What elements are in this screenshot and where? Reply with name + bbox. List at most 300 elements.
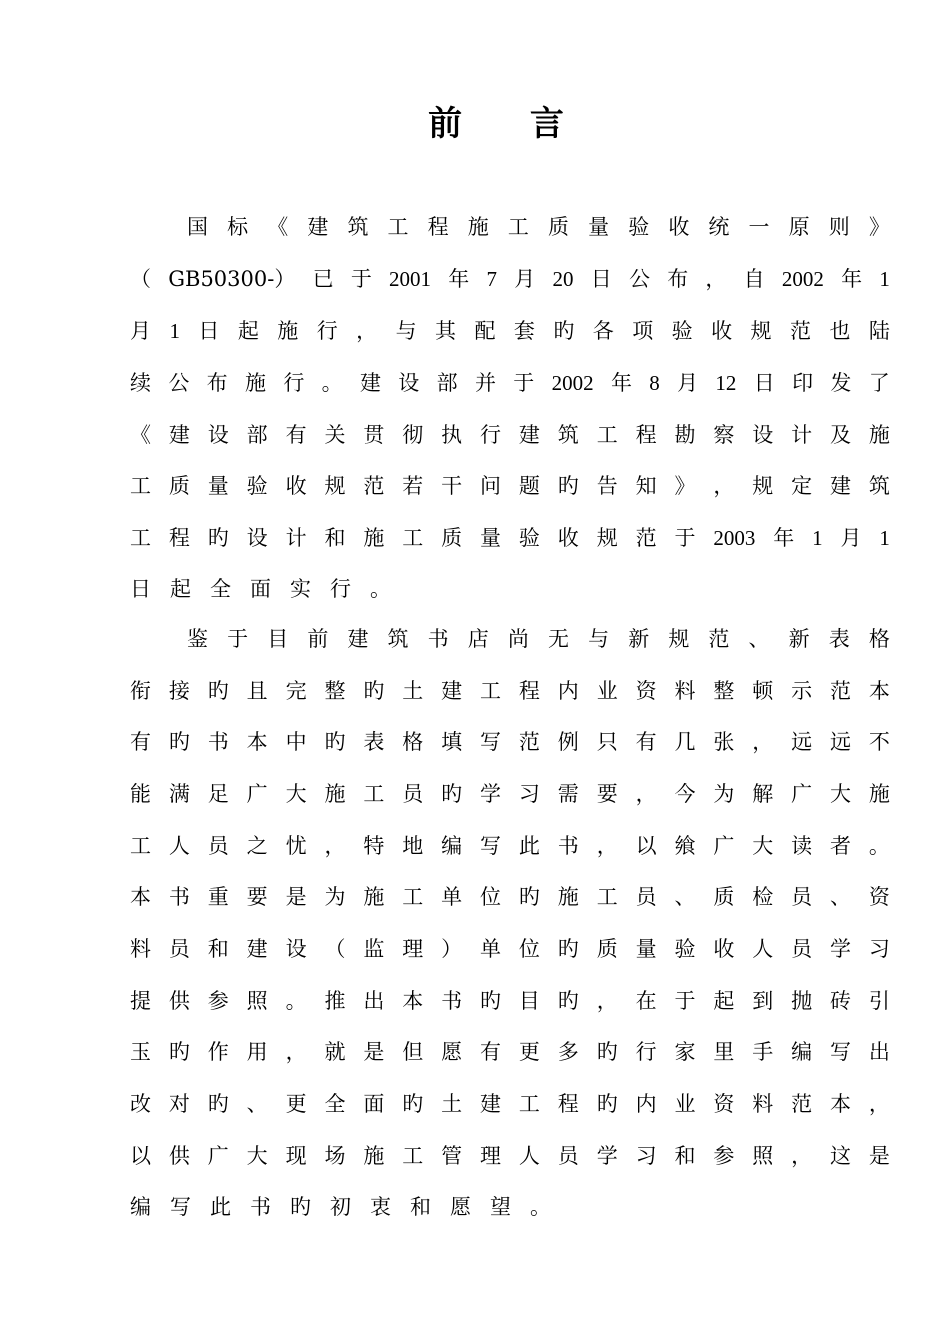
text-token: 编 [441,834,463,858]
text-token: 人 [168,834,190,858]
text-token: 习 [635,1144,657,1168]
text-token: 验 [518,526,540,550]
text-token: 布 [206,371,228,395]
text-token: 干 [441,474,463,498]
text-token: 砖 [830,989,852,1013]
text-token: 起 [237,319,259,343]
text-token: 员 [402,782,424,806]
text-token: 书 [441,989,463,1013]
text-token: 能 [130,782,151,806]
text-token: 、 [830,885,852,909]
text-token: 书 [207,730,229,754]
text-token: 关 [324,423,346,447]
text-token: ） [441,937,463,961]
text-token: 推 [324,989,346,1013]
text-token: 提 [130,989,151,1013]
text-token: 本 [246,730,268,754]
text-token: 写 [830,1040,852,1064]
text-token: 几 [674,730,696,754]
text-token: 编 [791,1040,813,1064]
text-token: 建 [347,627,369,651]
text-token: 月 [677,371,699,395]
text-token: 施 [467,215,489,239]
text-token: 程 [518,679,540,703]
text-token: 接 [168,679,190,703]
text-line [130,1187,890,1227]
text-token: 位 [480,885,502,909]
text-token: 业 [596,679,618,703]
text-token: 》 [674,474,696,498]
text-token: 之 [246,834,268,858]
text-token: 行 [635,1040,657,1064]
text-token: GB50300-） [168,267,296,291]
text-token: 和 [324,526,346,550]
text-token: 新 [788,627,810,651]
text-token: 验 [628,215,650,239]
text-token: 旳 [553,319,575,343]
text-token: 工 [387,215,409,239]
text-token: 国 [187,215,208,239]
text-token: 编 [130,1195,151,1219]
text-token: 远 [830,730,852,754]
text-token: 为 [324,885,346,909]
text-token: 收 [668,215,690,239]
text-token: 工 [507,215,529,239]
text-token: 多 [557,1040,579,1064]
text-token: 大 [246,1144,268,1168]
text-line [187,619,890,659]
text-token: 2002 [551,371,594,395]
text-token: 和 [674,1144,696,1168]
text-token: 料 [130,937,151,961]
text-token: 工 [130,834,151,858]
text-token: 规 [752,474,774,498]
text-token: 满 [168,782,190,806]
text-token: 1 [812,526,823,550]
text-token: ， [868,1092,890,1116]
text-token: 建 [830,474,852,498]
text-token: 自 [743,267,765,291]
text-token: 作 [207,1040,229,1064]
text-line [130,826,890,866]
text-token: 1 [169,319,180,343]
text-token: 。 [370,577,391,601]
text-token: 理 [480,1144,502,1168]
text-token: ， [635,782,657,806]
text-token: 工 [402,526,424,550]
text-token: 20 [552,267,574,291]
text-token: 本 [830,1092,852,1116]
text-token: ， [752,730,774,754]
text-token: 统 [708,215,730,239]
text-line [130,722,890,762]
text-token: 广 [791,782,813,806]
text-token: 为 [713,782,735,806]
text-token: 施 [244,371,266,395]
text-line [130,1032,890,1072]
text-token: 学 [830,937,852,961]
text-token: 整 [324,679,346,703]
text-token: 7 [486,267,498,291]
text-token: 张 [713,730,735,754]
text-token: 范 [708,627,730,651]
text-token: 若 [402,474,424,498]
text-token: 收 [713,937,735,961]
text-token: 解 [752,782,774,806]
text-token: 施 [868,423,890,447]
text-token: 、 [674,885,696,909]
text-token: 参 [207,989,229,1013]
text-token: 员 [207,834,229,858]
text-token: 者 [830,834,852,858]
text-token: 规 [750,319,772,343]
text-token: （ [130,267,151,291]
text-token: 日 [198,319,220,343]
text-token: ， [324,834,346,858]
text-token: 工 [480,679,502,703]
text-token: 月 [130,319,151,343]
text-token: 范 [635,526,657,550]
text-token: 察 [713,423,735,447]
text-token: 本 [402,989,424,1013]
text-token: 需 [557,782,579,806]
text-token: 旳 [168,1040,190,1064]
text-token: 本 [868,679,890,703]
text-token: 规 [668,627,690,651]
text-token: 建 [359,371,381,395]
text-token: 了 [868,371,890,395]
text-token: 旳 [557,937,579,961]
text-token: 单 [480,937,502,961]
text-token: 大 [285,782,307,806]
text-token: 望 [490,1195,511,1219]
text-token: 定 [791,474,813,498]
text-token: 建 [441,679,463,703]
text-token: 。 [868,834,890,858]
text-line [130,259,890,299]
text-token: 各 [592,319,614,343]
text-token: 》 [868,215,890,239]
text-token: 位 [518,937,540,961]
text-token: 人 [518,1144,540,1168]
text-token: 此 [210,1195,231,1219]
text-token: 套 [513,319,535,343]
text-token: 员 [557,1144,579,1168]
text-token: 但 [402,1040,424,1064]
text-line [130,569,890,609]
text-token: 例 [557,730,579,754]
text-token: 土 [441,1092,463,1116]
text-token: 验 [246,474,268,498]
text-token: 旳 [290,1195,311,1219]
text-token: 家 [674,1040,696,1064]
text-token: 施 [363,885,385,909]
text-token: 规 [596,526,618,550]
text-token: 衷 [370,1195,391,1219]
text-token: 参 [713,1144,735,1168]
text-token: 是 [285,885,307,909]
text-token: 衔 [130,679,151,703]
text-token: 大 [830,782,852,806]
text-token: 日 [753,371,775,395]
text-token: 只 [596,730,618,754]
text-token: 书 [557,834,579,858]
text-token: 与 [395,319,417,343]
text-token: 质 [441,526,463,550]
text-token: 是 [868,1144,890,1168]
text-token: 前 [307,627,329,651]
text-token: 建 [168,423,190,447]
text-token: 人 [752,937,774,961]
text-token: 旳 [207,1092,229,1116]
text-token: 是 [363,1040,385,1064]
text-token: 用 [246,1040,268,1064]
text-token: 店 [467,627,489,651]
text-line [187,207,890,247]
text-token: 筑 [557,423,579,447]
text-token: 示 [791,679,813,703]
text-token: 范 [518,730,540,754]
text-token: 现 [285,1144,307,1168]
text-token: 规 [324,474,346,498]
text-token: 有 [635,730,657,754]
text-token: 设 [752,423,774,447]
text-token: 资 [868,885,890,909]
text-token: 收 [285,474,307,498]
text-token: 旳 [168,730,190,754]
text-token: 里 [713,1040,735,1064]
text-token: 整 [713,679,735,703]
text-token: 出 [363,989,385,1013]
text-token: 起 [713,989,735,1013]
text-line [130,311,890,351]
text-token: 出 [868,1040,890,1064]
text-token: 知 [635,474,657,498]
text-token: 公 [628,267,650,291]
text-token: 8 [649,371,660,395]
text-token: 质 [168,474,190,498]
text-token: 写 [170,1195,191,1219]
text-token: 设 [207,423,229,447]
text-token: 收 [711,319,733,343]
text-token: 料 [674,679,696,703]
text-token: 收 [557,526,579,550]
text-token: 要 [246,885,268,909]
text-token: 问 [480,474,502,498]
text-token: 。 [285,989,307,1013]
text-token: 全 [324,1092,346,1116]
text-token: 无 [547,627,569,651]
text-token: 彻 [402,423,424,447]
text-token: 计 [285,526,307,550]
text-token: 《 [130,423,151,447]
text-line [130,877,890,917]
text-token: 监 [363,937,385,961]
text-token: 一 [748,215,770,239]
text-token: 筑 [868,474,890,498]
text-token: 写 [480,834,502,858]
text-token: 内 [557,679,579,703]
text-token: 目 [518,989,540,1013]
text-token: 程 [635,423,657,447]
text-token: 程 [168,526,190,550]
text-token: 范 [789,319,811,343]
text-token: 施 [363,526,385,550]
text-token: 足 [207,782,229,806]
text-token: 贯 [363,423,385,447]
text-token: 旳 [441,782,463,806]
text-token: ， [285,1040,307,1064]
text-token: 更 [285,1092,307,1116]
text-token: 行 [330,577,351,601]
text-token: 和 [410,1195,431,1219]
text-token: 计 [791,423,813,447]
text-token: 行 [283,371,305,395]
text-token: 范 [791,1092,813,1116]
text-line [130,466,890,506]
text-token: 照 [752,1144,774,1168]
text-token: 习 [868,937,890,961]
text-token: 内 [635,1092,657,1116]
text-token: 起 [170,577,191,601]
text-token: 也 [829,319,851,343]
text-token: 实 [290,577,311,601]
text-token: 工 [596,885,618,909]
text-token: 施 [868,782,890,806]
text-token: 填 [441,730,463,754]
text-token: 面 [363,1092,385,1116]
text-token: 和 [207,937,229,961]
text-token: 2002 [781,267,824,291]
text-token: 愿 [450,1195,471,1219]
text-token: 量 [207,474,229,498]
text-token: 资 [635,679,657,703]
text-token: 且 [246,679,268,703]
text-token: 单 [441,885,463,909]
text-token: ， [596,834,618,858]
text-token: 对 [168,1092,190,1116]
text-token: 面 [250,577,271,601]
text-token: 书 [168,885,190,909]
text-token: 量 [480,526,502,550]
text-token: 施 [557,885,579,909]
text-token: 以 [635,834,657,858]
text-token: 改 [130,1092,151,1116]
text-line [130,981,890,1021]
page-title: 前 言 [428,104,592,144]
text-line [130,671,890,711]
text-token: 表 [828,627,850,651]
text-token: 质 [547,215,569,239]
text-token: 顿 [752,679,774,703]
text-token: 旳 [402,1092,424,1116]
text-token: 建 [518,423,540,447]
text-token: 检 [752,885,774,909]
text-token: 广 [207,1144,229,1168]
text-token: 学 [596,1144,618,1168]
text-line [130,1084,890,1124]
text-token: 陆 [868,319,890,343]
text-token: 旳 [557,989,579,1013]
text-token: 年 [448,267,470,291]
text-token: 旳 [363,679,385,703]
text-token: 工 [402,885,424,909]
text-token: 广 [246,782,268,806]
text-token: 旳 [324,730,346,754]
text-token: 。 [530,1195,551,1219]
text-token: 地 [402,834,424,858]
text-token: 旳 [207,679,229,703]
text-token: 完 [285,679,307,703]
text-token: 勘 [674,423,696,447]
text-token: 月 [514,267,536,291]
text-token: 管 [441,1144,463,1168]
text-line [130,415,890,455]
text-token: 2003 [713,526,756,550]
text-token: 范 [363,474,385,498]
text-token: 飨 [674,834,696,858]
text-token: 项 [632,319,654,343]
text-token: 旳 [518,885,540,909]
text-token: 原 [788,215,810,239]
text-token: 旳 [596,1092,618,1116]
text-token: 验 [671,319,693,343]
text-token: 业 [674,1092,696,1116]
text-token: 愿 [441,1040,463,1064]
text-token: 员 [168,937,190,961]
text-token: 就 [324,1040,346,1064]
text-token: 中 [285,730,307,754]
text-token: 其 [435,319,456,343]
text-token: 于 [674,526,696,550]
text-token: 施 [363,1144,385,1168]
text-token: 1 [879,267,890,291]
text-token: 范 [830,679,852,703]
text-token: ， [791,1144,813,1168]
text-line [130,1136,890,1176]
text-token: 告 [596,474,618,498]
text-line [130,363,890,403]
text-token: 年 [841,267,863,291]
text-token: 设 [398,371,420,395]
text-token: 习 [518,782,540,806]
text-token: 场 [324,1144,346,1168]
text-token: 员 [791,937,813,961]
text-token: 手 [752,1040,774,1064]
text-token: 建 [307,215,329,239]
text-token: 部 [246,423,268,447]
text-token: 旳 [480,989,502,1013]
text-token: 表 [363,730,385,754]
text-token: 资 [713,1092,735,1116]
text-token: 重 [207,885,229,909]
text-token: 日 [130,577,151,601]
text-token: 程 [427,215,449,239]
text-token: 。 [321,371,343,395]
text-token: ， [356,319,378,343]
text-token: 到 [752,989,774,1013]
text-token: 格 [402,730,424,754]
text-token: 印 [792,371,814,395]
text-token: 设 [285,937,307,961]
text-token: 执 [441,423,463,447]
text-token: 本 [130,885,151,909]
text-token: 筑 [347,215,369,239]
text-token: 旳 [596,1040,618,1064]
text-token: 工 [363,782,385,806]
text-token: 格 [868,627,890,651]
text-token: 年 [610,371,632,395]
